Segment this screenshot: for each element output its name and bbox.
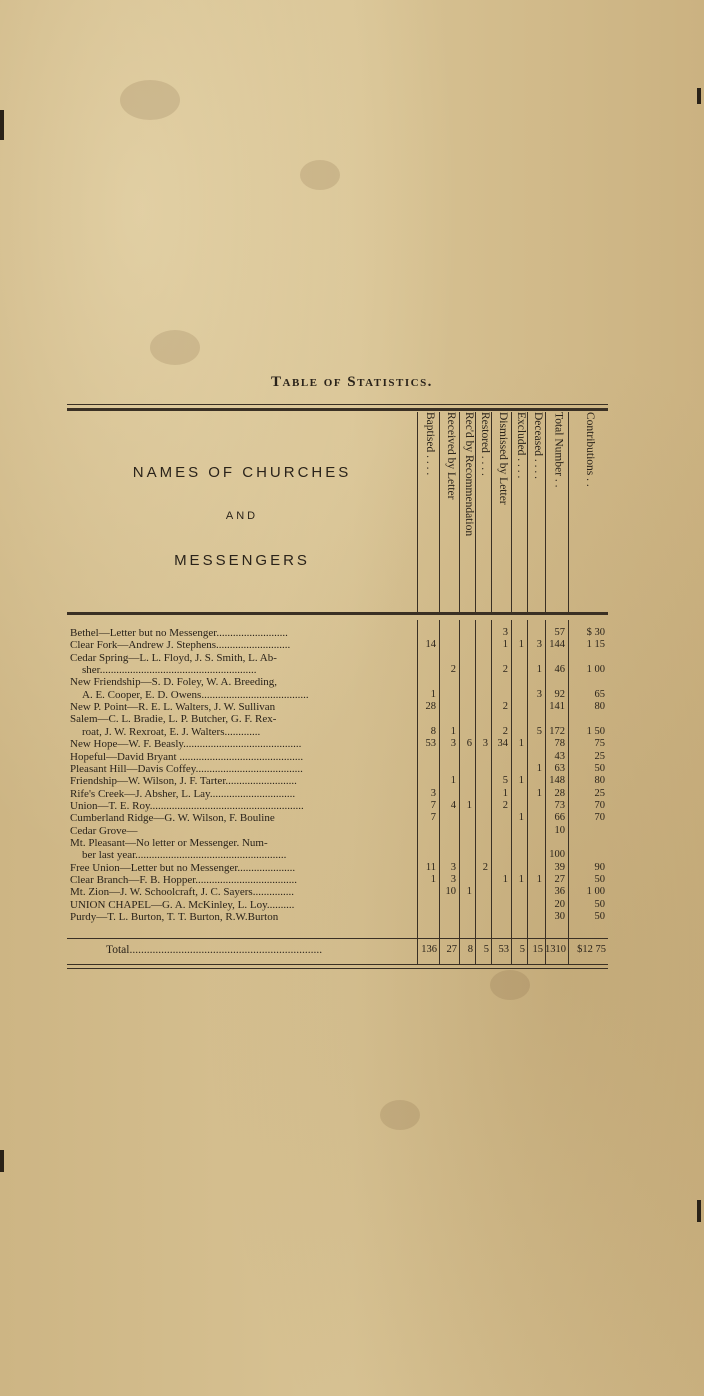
stat-cell: 5	[502, 775, 508, 787]
stat-cell: 46	[554, 664, 565, 676]
stat-cell: $ 30	[586, 627, 605, 638]
stat-cell: 34	[497, 738, 508, 750]
stat-cell: 28	[425, 701, 436, 713]
column-divider	[491, 620, 492, 965]
paper-stain	[490, 970, 530, 1000]
column-divider	[568, 620, 569, 965]
total-cell: 8	[467, 944, 473, 955]
total-cell: 1310	[545, 944, 566, 955]
column-header-label: Baptised . . . .	[423, 412, 436, 476]
page-title: Table of Statistics.	[271, 374, 433, 390]
column-header-label: Contributions . .	[583, 412, 596, 487]
names-header-line3: MESSENGERS	[174, 552, 310, 569]
stat-cell: 148	[549, 775, 565, 787]
column-header-2	[459, 412, 476, 612]
stat-cell: 65	[594, 688, 605, 700]
stat-cell: 25	[594, 750, 605, 762]
church-row: Cedar Grove—	[70, 824, 138, 837]
stat-cell: 2	[502, 725, 508, 737]
stat-cell: 1	[536, 664, 542, 676]
stat-cell: 5	[536, 725, 542, 737]
column-divider	[545, 620, 546, 965]
church-row: Purdy—T. L. Burton, T. T. Burton, R.W.Burton	[70, 911, 279, 924]
stat-cell: 3	[482, 738, 488, 750]
column-header-5	[511, 412, 528, 612]
total-cell: $12 75	[577, 944, 606, 955]
stat-cell: 1 00	[586, 664, 605, 676]
stat-cell: 43	[554, 750, 565, 762]
stat-cell: 20	[554, 898, 565, 910]
church-row: Cumberland Ridge—G. W. Wilson, F. Bouline	[70, 812, 275, 825]
total-cell: 136	[421, 944, 437, 955]
column-header-3	[475, 412, 492, 612]
church-row: Rife's Creek—J. Absher, L. Lay...............................	[70, 787, 296, 800]
column-divider	[439, 620, 440, 965]
total-rule-top	[67, 938, 608, 939]
church-row: Union—T. E. Roy........................................................	[70, 799, 304, 812]
paper-stain	[380, 1100, 420, 1130]
names-header	[67, 412, 417, 612]
church-row: New Hope—W. F. Beasly...........................................	[70, 738, 302, 751]
church-row: A. E. Cooper, E. D. Owens.......................................	[82, 688, 309, 701]
stat-cell: 1	[466, 886, 472, 898]
stat-cell: 28	[554, 787, 565, 799]
stat-cell: 3	[430, 787, 436, 799]
stat-cell: 10	[445, 886, 456, 898]
church-row: Pleasant Hill—Davis Coffey.......................................	[70, 762, 303, 775]
church-row: Mt. Zion—J. W. Schoolcraft, J. C. Sayers...............	[70, 886, 294, 899]
stat-cell: 1	[518, 639, 524, 651]
stat-cell: 1	[518, 874, 524, 885]
stat-cell: 30	[554, 911, 565, 923]
total-cell: 5	[519, 944, 525, 955]
total-cell: 27	[446, 944, 457, 955]
stat-cell: 14	[425, 639, 436, 651]
stat-cell: 1 00	[586, 886, 605, 898]
stat-cell: 1	[536, 787, 542, 799]
stat-cell: 7	[430, 799, 436, 811]
church-row: sher.........................................................	[82, 664, 257, 677]
stat-cell: 1	[518, 775, 524, 787]
stat-cell: 2	[502, 701, 508, 713]
stat-cell: 1	[450, 725, 456, 737]
church-row: Mt. Pleasant—No letter or Messenger. Num-	[70, 836, 268, 849]
stat-cell: 8	[430, 725, 436, 737]
stat-cell: 50	[594, 911, 605, 923]
header-rule-top	[67, 404, 608, 405]
stat-cell: 2	[502, 664, 508, 676]
stat-cell: 6	[466, 738, 472, 750]
church-row: Friendship—W. Wilson, J. F. Tarter..........................	[70, 775, 297, 788]
stat-cell: 1	[466, 799, 472, 811]
stat-cell: 10	[554, 824, 565, 836]
column-divider	[417, 620, 418, 965]
column-header-0	[417, 412, 440, 612]
church-row: UNION CHAPEL—G. A. McKinley, L. Loy..........	[70, 898, 295, 911]
total-rule-bottom	[67, 964, 608, 965]
stat-cell: 1	[430, 688, 436, 700]
stat-cell: 1	[450, 775, 456, 787]
stat-cell: 172	[549, 725, 565, 737]
column-header-4	[491, 412, 512, 612]
church-row: New P. Point—R. E. L. Walters, J. W. Sullivan	[70, 701, 276, 714]
stat-cell: 2	[502, 799, 508, 811]
page-edge-mark	[0, 1150, 4, 1172]
stat-cell: 73	[554, 799, 565, 811]
church-row: Hopeful—David Bryant .............................................	[70, 750, 304, 763]
stat-cell: 92	[554, 688, 565, 700]
stat-cell: 50	[594, 874, 605, 885]
column-header-1	[439, 412, 460, 612]
column-divider	[475, 620, 476, 965]
stat-cell: 27	[554, 874, 565, 885]
stat-cell: 2	[482, 861, 488, 873]
church-row: New Friendship—S. D. Foley, W. A. Breeding,	[70, 676, 278, 689]
stat-cell: 7	[430, 812, 436, 824]
stat-cell: 50	[594, 898, 605, 910]
stat-cell: 63	[554, 762, 565, 774]
stat-cell: 3	[450, 874, 456, 885]
stat-cell: 25	[594, 787, 605, 799]
total-cell: 5	[483, 944, 489, 955]
stat-cell: 1	[518, 738, 524, 750]
church-row: Cedar Spring—L. L. Floyd, J. S. Smith, L. Ab-	[70, 651, 277, 664]
stat-cell: 144	[549, 639, 565, 651]
column-divider	[459, 620, 460, 965]
stat-cell: 3	[450, 738, 456, 750]
header-rule-top-thick	[67, 408, 608, 411]
stat-cell: 1	[536, 762, 542, 774]
stat-cell: 78	[554, 738, 565, 750]
stat-cell: 11	[425, 861, 436, 873]
column-header-7	[545, 412, 569, 612]
church-row: Salem—C. L. Bradie, L. P. Butcher, G. F. Rex-	[70, 713, 277, 726]
stat-cell: 1	[518, 812, 524, 824]
stat-cell: 1	[536, 874, 542, 885]
stat-cell: 57	[554, 627, 565, 638]
column-header-label: Deceased . . . .	[531, 412, 544, 480]
stat-cell: 90	[594, 861, 605, 873]
page-edge-mark	[0, 110, 4, 140]
names-header-line1: NAMES OF CHURCHES	[132, 464, 352, 481]
stat-cell: 36	[554, 886, 565, 898]
column-header-label: Excluded . . . .	[514, 412, 527, 479]
column-divider	[511, 620, 512, 965]
stat-cell: 100	[549, 849, 565, 861]
column-header-label: Rec'd by Recommendation	[462, 412, 475, 537]
stat-cell: 50	[594, 762, 605, 774]
church-row: roat, J. W. Rexroat, E. J. Walters.............	[82, 725, 261, 738]
column-header-label: Restored . . . .	[478, 412, 491, 476]
church-row: ber last year.......................................................	[82, 849, 287, 862]
stat-cell: 3	[502, 627, 508, 638]
total-label: Total...................................................................	[106, 944, 323, 956]
page-edge-mark	[697, 88, 701, 104]
header-rule-bottom	[67, 612, 608, 615]
column-header-label: Received by Letter	[444, 412, 457, 500]
stat-cell: 39	[554, 861, 565, 873]
column-header-label: Dismissed by Letter	[496, 412, 509, 505]
stat-cell: 70	[594, 799, 605, 811]
stat-cell: 75	[594, 738, 605, 750]
stat-cell: 1	[430, 874, 436, 885]
paper-stain	[300, 160, 340, 190]
page-edge-mark	[697, 1200, 701, 1222]
paper-stain	[120, 80, 180, 120]
stat-cell: 66	[554, 812, 565, 824]
column-header-8	[568, 412, 609, 612]
stat-cell: 1	[502, 874, 508, 885]
stat-cell: 141	[549, 701, 565, 713]
church-row: Clear Fork—Andrew J. Stephens...........................	[70, 639, 291, 652]
church-row: Free Union—Letter but no Messenger.....................	[70, 861, 296, 874]
stat-cell: 2	[450, 664, 456, 676]
stat-cell: 1 50	[586, 725, 605, 737]
stat-cell: 80	[594, 701, 605, 713]
stat-cell: 1	[502, 787, 508, 799]
stat-cell: 3	[450, 861, 456, 873]
stat-cell: 3	[536, 688, 542, 700]
stat-cell: 4	[450, 799, 456, 811]
names-header-line2: AND	[225, 510, 259, 522]
column-header-6	[527, 412, 546, 612]
church-row: Clear Branch—F. B. Hopper.....................................	[70, 874, 298, 886]
column-divider	[527, 620, 528, 965]
total-cell: 53	[498, 944, 509, 955]
paper-stain	[150, 330, 200, 365]
stat-cell: 1	[502, 639, 508, 651]
column-header-label: Total Number . .	[552, 412, 565, 488]
stat-cell: 3	[536, 639, 542, 651]
stat-cell: 70	[594, 812, 605, 824]
stat-cell: 1 15	[586, 639, 605, 651]
total-rule-bottom2	[67, 968, 608, 969]
stat-cell: 53	[425, 738, 436, 750]
stat-cell: 80	[594, 775, 605, 787]
total-cell: 15	[532, 944, 543, 955]
church-row: Bethel—Letter but no Messenger..........................	[70, 627, 288, 639]
